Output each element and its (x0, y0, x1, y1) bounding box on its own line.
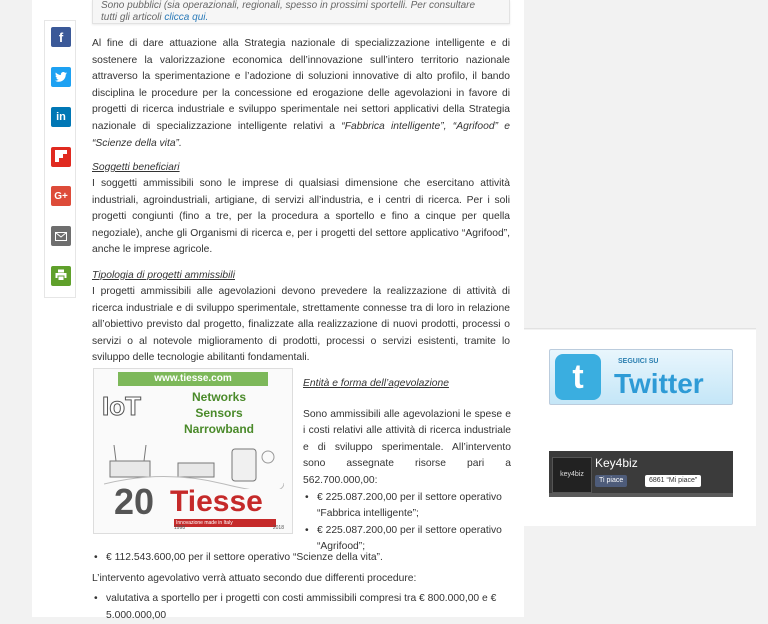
ad-brand-name: Tiesse (170, 485, 263, 518)
list-item: • € 225.087.200,00 per il settore operativo “Fabbrica intelligente”; (315, 490, 511, 523)
ad-feature-lines (184, 389, 254, 437)
all-articles-link[interactable]: clicca qui. (164, 12, 209, 23)
funding-list-continued (92, 550, 510, 567)
twitter-wordmark: Twitter (614, 368, 704, 399)
ad-line-narrowband: Narrowband (184, 422, 255, 436)
entita-section (303, 376, 511, 556)
page-margin (0, 0, 32, 617)
notice-line2-text: tutti gli articoli (101, 12, 165, 23)
googleplus-share-button[interactable] (51, 186, 71, 206)
ad-line-networks: Networks (191, 390, 247, 404)
flipboard-icon (55, 150, 67, 165)
heading-entita: Entità e forma dell’agevolazione (303, 378, 449, 389)
facebook-page-widget[interactable] (549, 451, 733, 497)
sidebar-top-area (524, 0, 756, 329)
heading-soggetti: Soggetti beneficiari (92, 162, 180, 173)
heading-tipologia: Tipologia di progetti ammissibili (92, 270, 235, 281)
fb-like-button[interactable] (595, 475, 627, 487)
ad-line-sensors: Sensors (195, 406, 243, 420)
tipologia-paragraph: I progetti ammissibili alle agevolazioni devono prevedere la realizzazione di attività di ricerca industriale e di sviluppo sperimentale, strettamente connesse tra di loro in relazione all’obiettivo previsto dal progetto, finalizzate alla realizzazione di nuovi prodotti, processi o servizi o al notevole miglioramento di prodotti, processi o servizi esistenti, tramite lo sviluppo delle tecnologie abilitanti fondamentali. (92, 286, 510, 364)
fb-like-count: 6861 “Mi piace” (645, 475, 701, 487)
facebook-icon: f (58, 29, 64, 45)
ad-year-end: 2018 (272, 525, 284, 531)
list-item: • € 112.543.600,00 per il settore operativo “Scienze della vita”. (104, 550, 510, 567)
linkedin-icon: in (56, 111, 66, 123)
email-share-button[interactable] (51, 226, 71, 246)
twitter-follow-banner[interactable] (549, 349, 733, 405)
notice-line2 (101, 12, 501, 24)
intro-paragraph (92, 36, 510, 152)
list-item: • € 225.087.200,00 per il settore operativo “Agrifood”; (315, 523, 511, 556)
share-bar (44, 20, 76, 298)
twitter-follow-label: SEGUICI SU (618, 358, 659, 365)
print-icon (55, 269, 67, 284)
procedure-list (92, 591, 510, 624)
email-icon (55, 229, 67, 244)
list-item: • valutativa a sportello per i progetti con costi ammissibili compresi tra € 800.000,00 e € 5.000.000,00 (104, 591, 510, 624)
fb-page-name[interactable]: Key4biz (595, 456, 638, 470)
procedure-section (92, 550, 510, 624)
twitter-bird-icon: t (555, 354, 601, 400)
ad-anniversary-number: 20 (114, 481, 155, 522)
funding-list (303, 490, 511, 556)
tiesse-ad-banner[interactable] (93, 368, 293, 534)
ad-years (174, 525, 284, 531)
procedure-paragraph: L’intervento agevolativo verrà attuato secondo due differenti procedure: (92, 572, 417, 584)
fb-widget-strip (549, 493, 733, 497)
flipboard-share-button[interactable] (51, 147, 71, 167)
notice-box (92, 0, 510, 24)
ad-year-start: 1998 (174, 525, 186, 531)
soggetti-paragraph: I soggetti ammissibili sono le imprese di qualsiasi dimensione che esercitano attività industriali, agroindustriali, artigiane, di servizi all’industria, e i centri di ricerca. Per i soli progetti congiunti (fino a tre, per la procedura a sportello e fino a cinque per quella negoziale), anche gli Organismi di ricerca e, per i progetti del settore applicativo “Agrifood”, anche le imprese agricole. (92, 178, 510, 256)
twitter-share-button[interactable] (51, 67, 71, 87)
ad-url: www.tiesse.com (118, 372, 268, 386)
fb-like-label: Ti piace (599, 477, 624, 484)
linkedin-share-button[interactable] (51, 107, 71, 127)
key4biz-logo: key4biz (552, 457, 592, 493)
notice-line1: Sono pubblici (sia operazionali, regionali, spesso in prossimi sportelli. Per consultare (101, 0, 476, 11)
ad-tagline: Innovazione made in Italy (174, 519, 276, 527)
intro-text: Al fine di dare attuazione alla Strategia nazionale di specializzazione intelligente e di sostenere la valorizzazione economica dell’innovazione sull’intero territorio nazionale attraverso la sperimentazione e l’adozione di soluzioni innovative di alto profilo, il bando disciplina le procedure per la concessione ed erogazione delle agevolazioni in favore di progetti di ricerca industriale e sviluppo sperimentale nei settori applicativi della Strategia nazionale di specializzazione intelligente relativi a (92, 38, 510, 132)
facebook-share-button[interactable] (51, 27, 71, 47)
entita-paragraph: Sono ammissibili alle agevolazioni le spese e i costi relativi alle attività di ricerca industriale e di sviluppo sperimentale. All’intervento sono assegnate risorse pari a 562.700.000,00: (303, 408, 511, 486)
twitter-icon (55, 70, 67, 85)
ad-iot-text: IoT (102, 391, 141, 421)
googleplus-icon: G+ (54, 190, 68, 202)
intro-sectors: “Fabbrica intelligente”, “Agrifood” e “Scienze della vita”. (92, 120, 510, 149)
print-button[interactable] (51, 266, 71, 286)
